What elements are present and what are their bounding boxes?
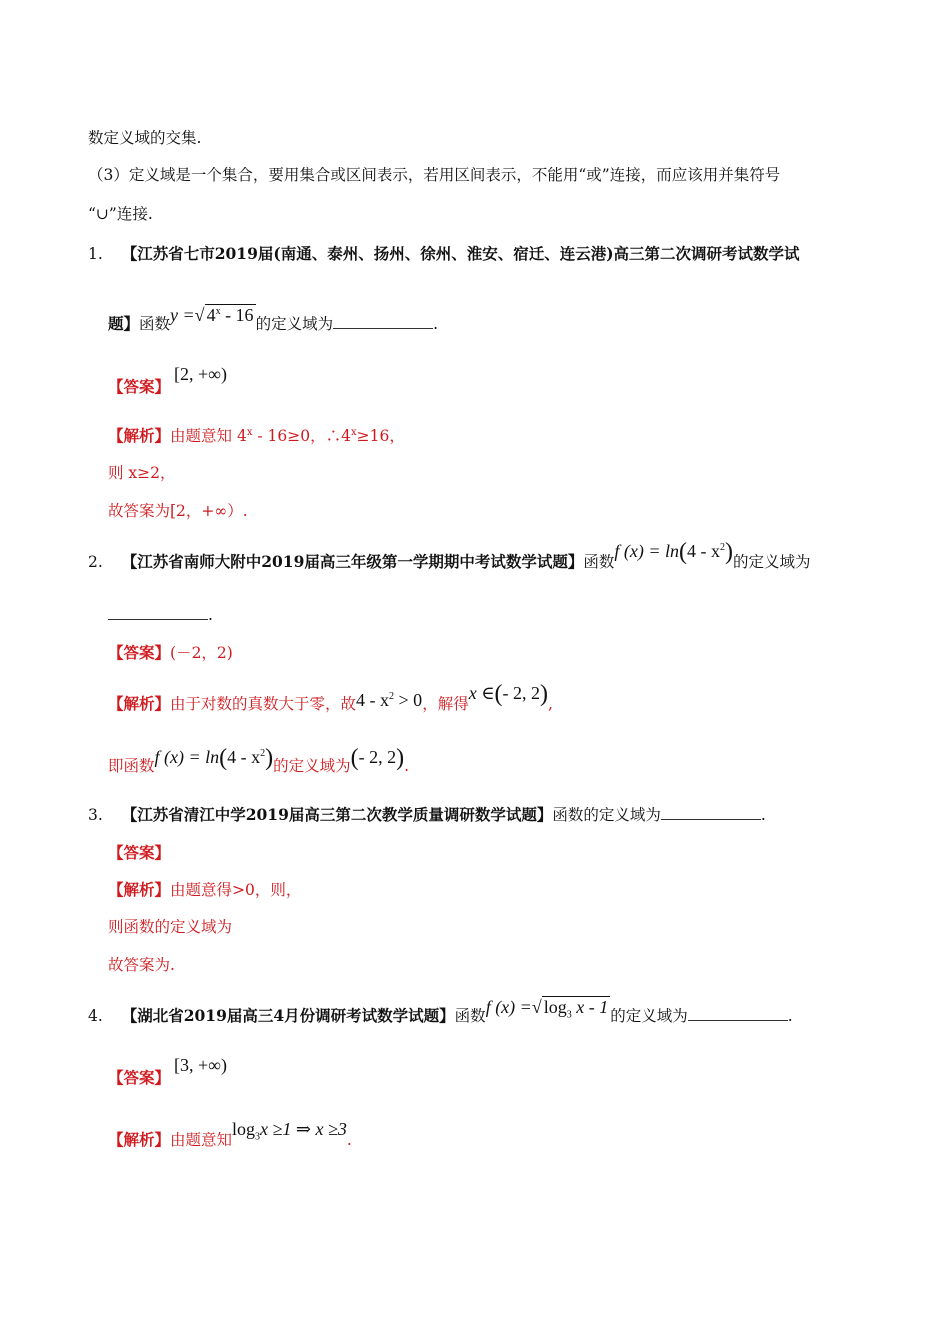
q2-answer-label: 【答案】	[108, 643, 171, 662]
q2-number: 2.	[88, 553, 103, 571]
q4-analysis: 【解析】由题意知$\log_3x \ge 1$ ⇒ x ≥3.	[108, 1119, 352, 1149]
q2-blank	[108, 605, 208, 620]
q2-answer	[108, 642, 233, 664]
q1-analysis-1: 【解析】由题意知 4$^x$ - 16≥0，$\therefore 4^x\ge 16$，	[108, 426, 405, 445]
q4-answer-value: [3, +∞)	[174, 1055, 227, 1075]
intro-line-3: “∪”连接.	[88, 205, 153, 223]
q1-stem: 题】函数y =√ 4$^x$ - 16 的定义域为 .	[108, 305, 439, 333]
q3-blank	[661, 805, 761, 820]
q1-answer-label: 【答案】	[108, 377, 171, 396]
q3-analysis-1: 【解析】由题意得>0，则，	[108, 880, 302, 899]
q4-answer	[108, 1055, 227, 1089]
q2-answer-value: (－2，2)	[170, 644, 233, 662]
q1-source-line	[88, 243, 800, 265]
q2-source: 【江苏省南师大附中2019届高三年级第一学期期中考试数学试题】	[121, 552, 584, 571]
q1-analysis-2: 则 x≥2，	[108, 464, 176, 482]
q2-analysis-1: 【解析】由于对数的真数大于零，故$4 - x^2 > 0$，解得x ∈(- 2, 2),	[108, 681, 553, 713]
q4-number: 4.	[88, 1007, 103, 1025]
q1-formula: y =√ 4$^x$ - 16	[170, 305, 254, 325]
q2-stem: 2. 【江苏省南师大附中2019届高三年级第一学期期中考试数学试题】函数f $(x) = \ln(4 - x^2)$的定义域为	[88, 539, 811, 571]
intro-line-2: （3）定义域是一个集合，要用集合或区间表示，若用区间表示，不能用“或”连接，而应该用并集符号	[88, 166, 781, 184]
q4-stem: 4. 【湖北省2019届高三4月份调研考试数学试题】函数f (x) =√ $\log_3 x - 1$ 的定义域为 .	[88, 997, 793, 1025]
q1-analysis-3: 故答案为[2，+∞）.	[108, 502, 248, 520]
q4-answer-label: 【答案】	[108, 1068, 171, 1087]
q1-source: 【江苏省七市2019届(南通、泰州、扬州、徐州、淮安、宿迁、连云港)高三第二次调研考试数学试	[121, 244, 800, 263]
q3-answer-label: 【答案】	[108, 843, 171, 862]
q1-answer-value: [2, +∞)	[174, 364, 227, 384]
q3-number: 3.	[88, 806, 103, 824]
q3-analysis-3: 故答案为.	[108, 956, 175, 974]
q3-analysis-2: 则函数的定义域为	[108, 918, 233, 936]
q2-formula: f $(x) = \ln(4 - x^2)$	[614, 539, 734, 565]
q1-stem-post: 的定义域为	[255, 315, 334, 333]
q2-blank-line: .	[108, 604, 213, 626]
q4-blank	[688, 1006, 788, 1021]
intro-line-1: 数定义域的交集.	[88, 129, 202, 147]
q3-stem: 3. 【江苏省清江中学2019届高三第二次教学质量调研数学试题】函数的定义域为 .	[88, 805, 766, 824]
q4-source: 【湖北省2019届高三4月份调研考试数学试题】	[121, 1006, 455, 1025]
q3-source: 【江苏省清江中学2019届高三第二次教学质量调研数学试题】	[121, 805, 553, 824]
q1-source-end: 题】	[108, 314, 140, 333]
q1-answer	[108, 364, 227, 398]
q1-number: 1.	[88, 245, 103, 263]
q1-blank	[333, 314, 433, 329]
q4-formula: f (x) =√ $\log_3 x - 1$	[485, 997, 609, 1021]
q2-analysis-2: 即函数f $(x) = \ln(4 - x^2)$的定义域为(- 2, 2).	[108, 745, 410, 775]
q1-stem-pre: 函数	[139, 315, 171, 333]
